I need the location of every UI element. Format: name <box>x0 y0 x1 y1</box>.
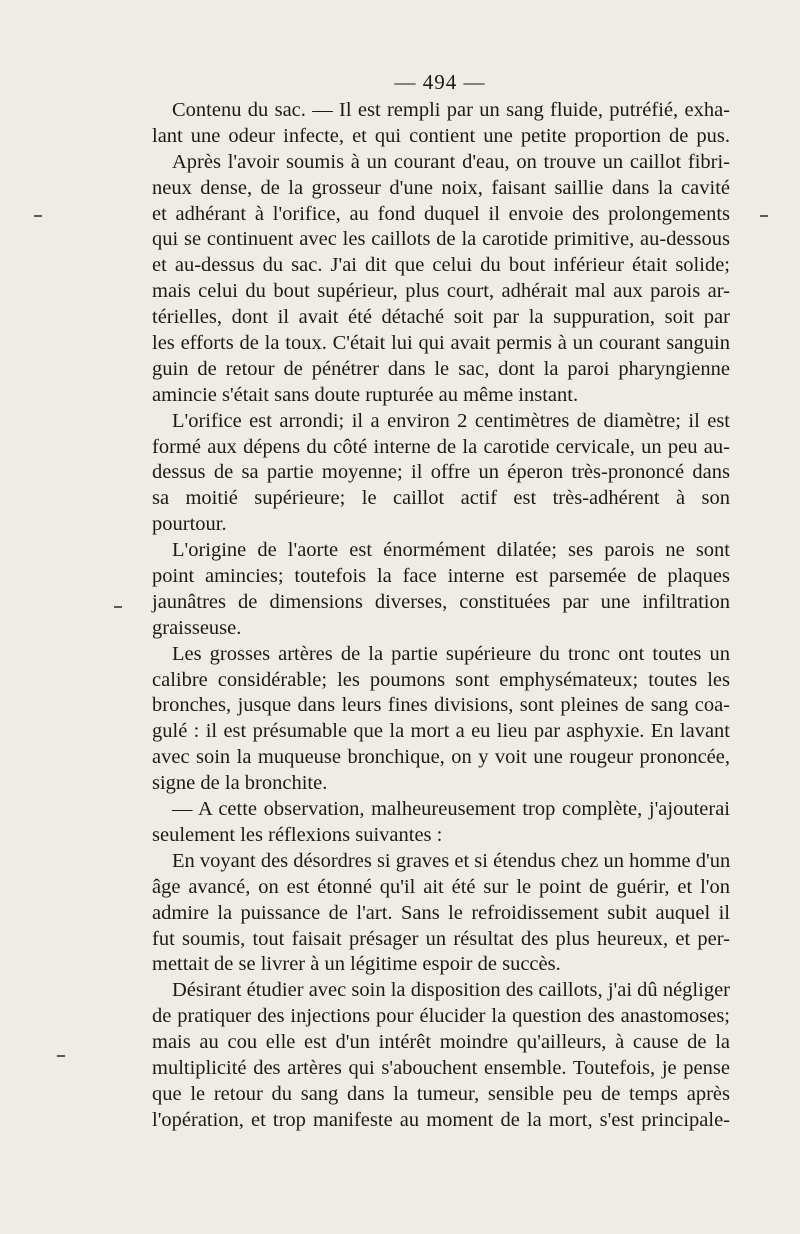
text-line: multiplicité des artères qui s'abouchent ensemble. Toutefois, je pense <box>152 1056 730 1079</box>
text-line: guin de retour de pénétrer dans le sac, dont la paroi pharyngienne <box>152 357 730 380</box>
text-line: L'origine de l'aorte est énormément dilatée; ses parois ne sont <box>172 539 730 562</box>
text-line: qui se continuent avec les caillots de la carotide primitive, au-dessous <box>152 228 730 251</box>
margin-mark <box>760 215 768 217</box>
text-line: fut soumis, tout faisait présager un résultat des plus heureux, et per- <box>152 927 730 950</box>
text-line: calibre considérable; les poumons sont emphysémateux; toutes les <box>152 668 730 691</box>
margin-mark <box>114 606 122 608</box>
text-line: Désirant étudier avec soin la disposition des caillots, j'ai dû négliger <box>172 979 730 1002</box>
text-line: — A cette observation, malheureusement trop complète, j'ajouterai <box>172 798 730 821</box>
text-line: avec soin la muqueuse bronchique, on y voit une rougeur prononcée, <box>152 746 730 769</box>
text-line: pourtour. <box>152 513 227 536</box>
text-line: gulé : il est présumable que la mort a eu lieu par asphyxie. En lavant <box>152 720 730 743</box>
text-line: graisseuse. <box>152 616 242 639</box>
text-line: En voyant des désordres si graves et si étendus chez un homme d'un <box>172 849 731 872</box>
text-line: les efforts de la toux. C'était lui qui avait permis à un courant sanguin <box>152 332 730 355</box>
text-line: admire la puissance de l'art. Sans le refroidissement subit auquel il <box>152 901 730 924</box>
text-line: point amincies; toutefois la face interne est parsemée de plaques <box>152 565 730 588</box>
text-line: que le retour du sang dans la tumeur, sensible peu de temps après <box>152 1082 730 1105</box>
text-line: signe de la bronchite. <box>152 772 328 795</box>
text-line: amincie s'était sans doute rupturée au même instant. <box>152 383 579 406</box>
text-line: seulement les réflexions suivantes : <box>152 823 443 846</box>
text-line: sa moitié supérieure; le caillot actif est très-adhérent à son <box>152 487 730 510</box>
margin-mark <box>34 215 42 217</box>
text-line: et adhérant à l'orifice, au fond duquel il envoie des prolongements <box>152 202 730 225</box>
text-line: Contenu du sac. — Il est rempli par un sang fluide, putréfié, exha- <box>172 99 730 121</box>
text-line: mais au cou elle est d'un intérêt moindre qu'ailleurs, à cause de la <box>152 1031 730 1054</box>
text-line: formé aux dépens du côté interne de la carotide cervicale, un peu au- <box>152 435 730 458</box>
text-line: Après l'avoir soumis à un courant d'eau, on trouve un caillot fibri- <box>172 150 730 173</box>
text-line: l'opération, et trop manifeste au moment de la mort, s'est principale- <box>152 1108 730 1131</box>
text-line: âge avancé, on est étonné qu'il ait été sur le point de guérir, et l'on <box>152 875 730 898</box>
text-line: térielles, dont il avait été détaché soit par la suppuration, soit par <box>152 306 730 329</box>
text-line: bronches, jusque dans leurs fines divisions, sont pleines de sang coa- <box>152 694 730 717</box>
text-line: mais celui du bout supérieur, plus court, adhérait mal aux parois ar- <box>152 280 730 303</box>
body-text <box>152 98 730 1134</box>
text-line: L'orifice est arrondi; il a environ 2 centimètres de diamètre; il est <box>172 409 730 432</box>
text-line: jaunâtres de dimensions diverses, constituées par une infiltration <box>152 590 730 613</box>
text-line: de pratiquer des injections pour élucider la question des anastomoses; <box>152 1005 730 1028</box>
page-number: — 494 — <box>394 70 486 94</box>
text-line: neux dense, de la grosseur d'une noix, faisant saillie dans la cavité <box>152 176 730 199</box>
text-line: lant une odeur infecte, et qui contient une petite proportion de pus. <box>152 124 730 147</box>
margin-mark <box>57 1055 65 1057</box>
text-line: Les grosses artères de la partie supérieure du tronc ont toutes un <box>172 642 730 665</box>
text-line: dessus de sa partie moyenne; il offre un éperon très-prononcé dans <box>152 461 730 484</box>
text-line: et au-dessus du sac. J'ai dit que celui du bout inférieur était solide; <box>152 254 730 277</box>
text-line: mettait de se livrer à un légitime espoir de succès. <box>152 953 561 976</box>
